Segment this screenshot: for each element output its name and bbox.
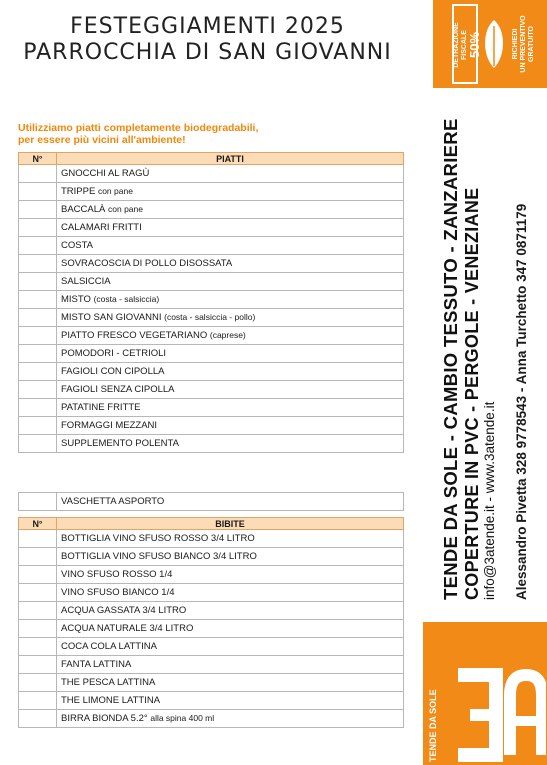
table-row	[19, 255, 404, 273]
item-name	[57, 291, 404, 309]
fiscale-text: FISCALE	[461, 30, 468, 60]
quantity-cell[interactable]	[19, 273, 57, 291]
item-name	[57, 201, 404, 219]
item-name	[57, 435, 404, 453]
bibite-col-name: BIBITE	[57, 518, 404, 530]
quantity-cell[interactable]	[19, 602, 57, 620]
table-row	[19, 493, 404, 511]
quantity-cell[interactable]	[19, 656, 57, 674]
table-row	[19, 530, 404, 548]
item-detail-text: alla spina 400 ml	[150, 713, 215, 723]
bibite-table	[18, 517, 404, 728]
table-row	[19, 273, 404, 291]
item-name	[57, 399, 404, 417]
advert-services-line2: COPERTURE IN PVC - PERGOLE - VENEZIANE	[462, 187, 482, 600]
quantity-cell[interactable]	[19, 493, 57, 511]
table-row	[19, 381, 404, 399]
table-row	[19, 165, 404, 183]
table-row	[19, 620, 404, 638]
table-row	[19, 566, 404, 584]
quantity-cell[interactable]	[19, 381, 57, 399]
item-name	[57, 273, 404, 291]
table-row	[19, 327, 404, 345]
quantity-cell[interactable]	[19, 638, 57, 656]
item-name	[57, 656, 404, 674]
item-main-text: PIATTO FRESCO VEGETARIANO	[61, 330, 208, 341]
advert-contact-phones: Alessandro Pivetta 328 9778543 - Anna Turchetto 347 0871179	[514, 203, 529, 600]
leaf-icon	[480, 16, 508, 72]
quantity-cell[interactable]	[19, 620, 57, 638]
item-name	[57, 566, 404, 584]
item-main-text: BIRRA BIONDA 5.2°	[61, 713, 148, 724]
bibite-header-row	[19, 518, 404, 530]
item-main-text: POMODORI - CETRIOLI	[61, 348, 167, 359]
item-main-text: BACCALÀ	[61, 204, 106, 215]
preventivo-label	[512, 2, 536, 86]
chiedi-line1: RICHIEDI	[512, 28, 519, 60]
3a-logo-icon	[448, 655, 546, 765]
logo-tagline: TENDE DA SOLE	[428, 689, 438, 762]
item-name	[57, 309, 404, 327]
item-name	[57, 327, 404, 345]
ecobonus-label: ECOBONUS	[418, 3, 434, 88]
item-name	[57, 602, 404, 620]
table-row	[19, 219, 404, 237]
item-main-text: THE PESCA LATTINA	[61, 677, 156, 688]
item-name	[57, 692, 404, 710]
quantity-cell[interactable]	[19, 710, 57, 728]
item-detail-text: con pane	[97, 186, 133, 196]
item-main-text: GNOCCHI AL RAGÙ	[61, 168, 150, 179]
advert-contact-web: info@3atende.it - www.3atende.it	[482, 401, 497, 600]
item-main-text: ACQUA GASSATA 3/4 LITRO	[61, 605, 187, 616]
quantity-cell[interactable]	[19, 692, 57, 710]
item-name	[57, 548, 404, 566]
item-name	[57, 237, 404, 255]
item-main-text: SUPPLEMENTO POLENTA	[61, 438, 179, 449]
item-detail-text: (costa - salsiccia)	[93, 294, 160, 304]
page-subtitle: PARROCCHIA DI SAN GIOVANNI	[23, 40, 392, 65]
table-row	[19, 710, 404, 728]
chiedi-line2: UN PREVENTIVO	[520, 15, 527, 73]
table-row	[19, 674, 404, 692]
item-main-text: FANTA LATTINA	[61, 659, 132, 670]
quantity-cell[interactable]	[19, 165, 57, 183]
table-row	[19, 363, 404, 381]
quantity-cell[interactable]	[19, 548, 57, 566]
vaschetta-table	[18, 492, 404, 511]
advert-services-line1: TENDE DA SOLE - CAMBIO TESSUTO - ZANZARIERE	[440, 118, 461, 600]
quantity-cell[interactable]	[19, 584, 57, 602]
piatti-col-name: PIATTI	[57, 153, 404, 165]
item-main-text: MISTO	[61, 294, 91, 305]
item-name: VASCHETTA ASPORTO	[57, 493, 404, 511]
item-main-text: TRIPPE	[61, 186, 96, 197]
item-name	[57, 417, 404, 435]
item-main-text: FAGIOLI SENZA CIPOLLA	[61, 384, 175, 395]
table-row	[19, 345, 404, 363]
quantity-cell[interactable]	[19, 237, 57, 255]
table-row	[19, 584, 404, 602]
item-name	[57, 584, 404, 602]
eco-note	[18, 122, 318, 146]
item-main-text: PATATINE FRITTE	[61, 402, 141, 413]
item-name	[57, 363, 404, 381]
item-main-text: VINO SFUSO ROSSO 1/4	[61, 569, 173, 580]
item-detail-text: con pane	[108, 204, 143, 214]
piatti-table	[18, 152, 404, 453]
item-main-text: BOTTIGLIA VINO SFUSO BIANCO 3/4 LITRO	[61, 551, 257, 562]
table-row	[19, 201, 404, 219]
table-row	[19, 291, 404, 309]
table-row	[19, 656, 404, 674]
eco-note-line2: per essere più vicini all'ambiente!	[18, 134, 186, 146]
table-row	[19, 399, 404, 417]
item-main-text: ACQUA NATURALE 3/4 LITRO	[61, 623, 194, 634]
quantity-cell[interactable]	[19, 674, 57, 692]
quantity-cell[interactable]	[19, 183, 57, 201]
quantity-cell[interactable]	[19, 530, 57, 548]
quantity-cell[interactable]	[19, 327, 57, 345]
table-row	[19, 638, 404, 656]
item-name	[57, 345, 404, 363]
item-detail-text: (caprese)	[209, 330, 246, 340]
item-name	[57, 219, 404, 237]
eco-note-line1: Utilizziamo piatti completamente biodegradabili,	[18, 122, 259, 134]
item-main-text: VINO SFUSO BIANCO 1/4	[61, 587, 175, 598]
item-main-text: COCA COLA LATTINA	[61, 641, 157, 652]
piatti-header-row	[19, 153, 404, 165]
item-name	[57, 255, 404, 273]
item-name	[57, 381, 404, 399]
quantity-cell[interactable]	[19, 566, 57, 584]
table-row	[19, 692, 404, 710]
table-row	[19, 183, 404, 201]
quantity-cell[interactable]	[19, 363, 57, 381]
table-row	[19, 602, 404, 620]
item-main-text: FAGIOLI CON CIPOLLA	[61, 366, 165, 377]
item-name	[57, 620, 404, 638]
item-detail-text: (costa - salsiccia - pollo)	[164, 312, 256, 322]
table-row	[19, 435, 404, 453]
item-name	[57, 530, 404, 548]
quantity-cell[interactable]	[19, 399, 57, 417]
item-name	[57, 674, 404, 692]
item-main-text: SOVRACOSCIA DI POLLO DISOSSATA	[61, 258, 233, 269]
table-row	[19, 548, 404, 566]
table-row	[19, 237, 404, 255]
item-main-text: COSTA	[61, 240, 94, 251]
item-name	[57, 638, 404, 656]
quantity-cell[interactable]	[19, 291, 57, 309]
bibite-col-num: N°	[19, 518, 57, 530]
item-main-text: THE LIMONE LATTINA	[61, 695, 161, 706]
item-name	[57, 165, 404, 183]
page-title: FESTEGGIAMENTI 2025	[70, 14, 345, 39]
item-main-text: CALAMARI FRITTI	[61, 222, 142, 233]
quantity-cell[interactable]	[19, 309, 57, 327]
percent-label: 50%	[467, 31, 482, 59]
item-main-text: FORMAGGI MEZZANI	[61, 420, 158, 431]
table-row	[19, 417, 404, 435]
item-name	[57, 183, 404, 201]
item-main-text: SALSICCIA	[61, 276, 111, 287]
item-main-text: MISTO SAN GIOVANNI	[61, 312, 162, 323]
chiedi-line3: GRATUITO	[528, 26, 535, 62]
table-row	[19, 309, 404, 327]
quantity-cell[interactable]	[19, 255, 57, 273]
piatti-col-num: N°	[19, 153, 57, 165]
item-name	[57, 710, 404, 728]
item-main-text: BOTTIGLIA VINO SFUSO ROSSO 3/4 LITRO	[61, 533, 255, 544]
detrazione-text: DETRAZIONE	[453, 22, 460, 68]
quantity-cell[interactable]	[19, 345, 57, 363]
quantity-cell[interactable]	[19, 201, 57, 219]
quantity-cell[interactable]	[19, 417, 57, 435]
quantity-cell[interactable]	[19, 219, 57, 237]
quantity-cell[interactable]	[19, 435, 57, 453]
